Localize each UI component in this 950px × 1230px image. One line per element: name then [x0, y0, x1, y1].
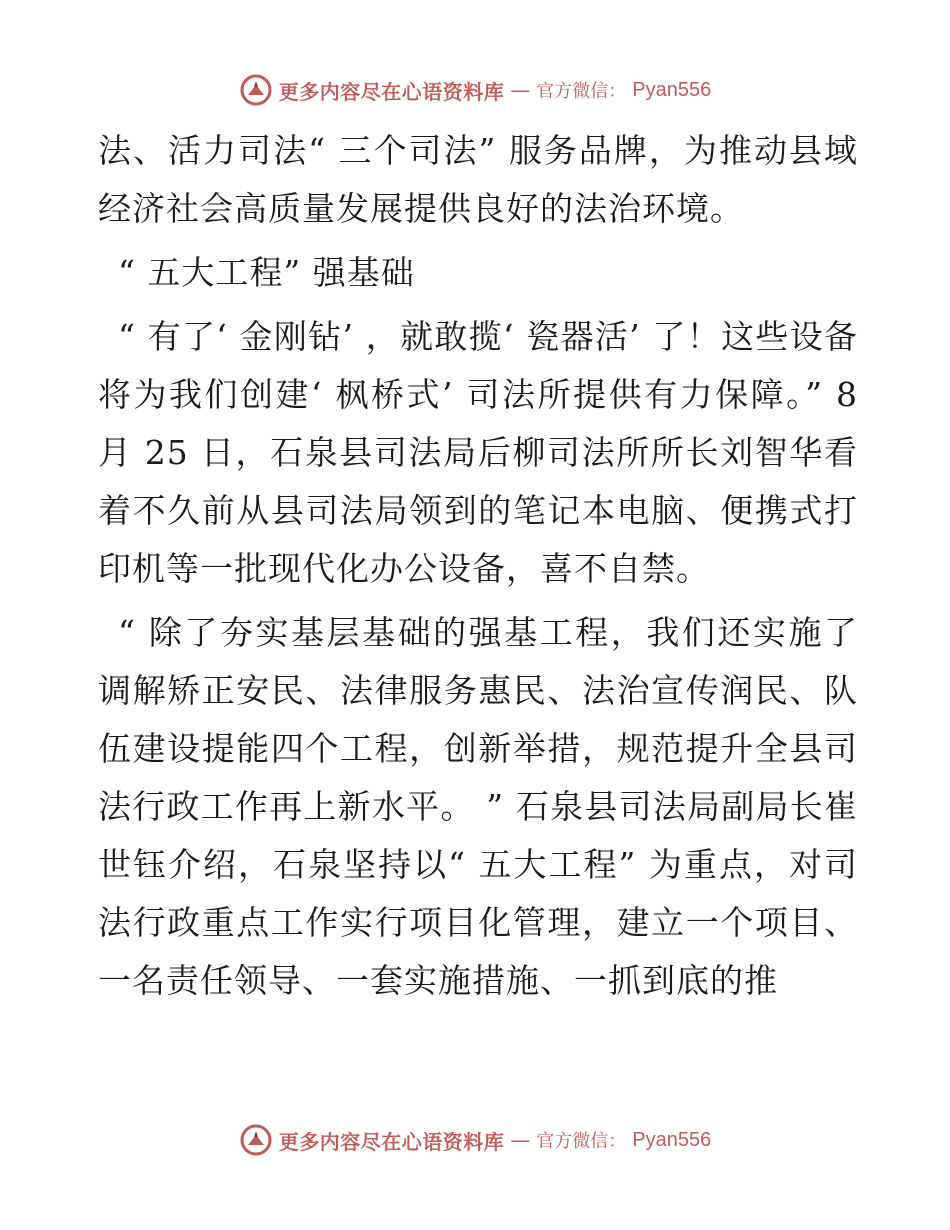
header-wechat-handle: Pyan556	[632, 78, 712, 101]
header-separator: —	[510, 78, 531, 102]
header-brand: 更多内容尽在心语资料库	[278, 79, 505, 104]
header-watermark	[0, 70, 950, 110]
book-pen-logo-icon	[239, 1123, 273, 1157]
section-heading: “ 五大工程” 强基础	[118, 253, 415, 292]
paragraph-five-projects: “ 除了夯实基层基础的强基工程，我们还实施了调解矫正安民、法律服务惠民、法治宣传润民、队伍建设提能四个工程，创新举措，规范提升全县司法行政工作再上新水平。 ” 石泉县司法局副局长崔世钰介绍，石泉坚持以“ 五大工程” 为重点，对司法行政重点工作实行项目化管理，建立一个项目、一名责任领导、一套实施措施、一抓到底的推	[98, 613, 858, 1000]
document-body	[98, 122, 858, 1016]
footer-watermark	[0, 1120, 950, 1160]
header-official-label: 官方微信：	[536, 81, 627, 102]
footer-official-label: 官方微信：	[536, 1131, 627, 1152]
footer-separator: —	[510, 1128, 531, 1152]
paragraph-equipment: “ 有了‘ 金刚钻’ ，就敢揽‘ 瓷器活’ 了！这些设备将为我们创建‘ 枫桥式’ 司法所提供有力保障。” 8 月 25 日，石泉县司法局后柳司法所所长刘智华看着不久前从县司法局领到的笔记本电脑、便携式打印机等一批现代化办公设备，喜不自禁。	[98, 317, 858, 588]
footer-brand: 更多内容尽在心语资料库	[278, 1129, 505, 1154]
book-pen-logo-icon	[239, 73, 273, 107]
paragraph-continuation: 法、活力司法“ 三个司法” 服务品牌，为推动县域经济社会高质量发展提供良好的法治环境。	[98, 131, 858, 228]
footer-wechat-handle: Pyan556	[632, 1128, 712, 1151]
